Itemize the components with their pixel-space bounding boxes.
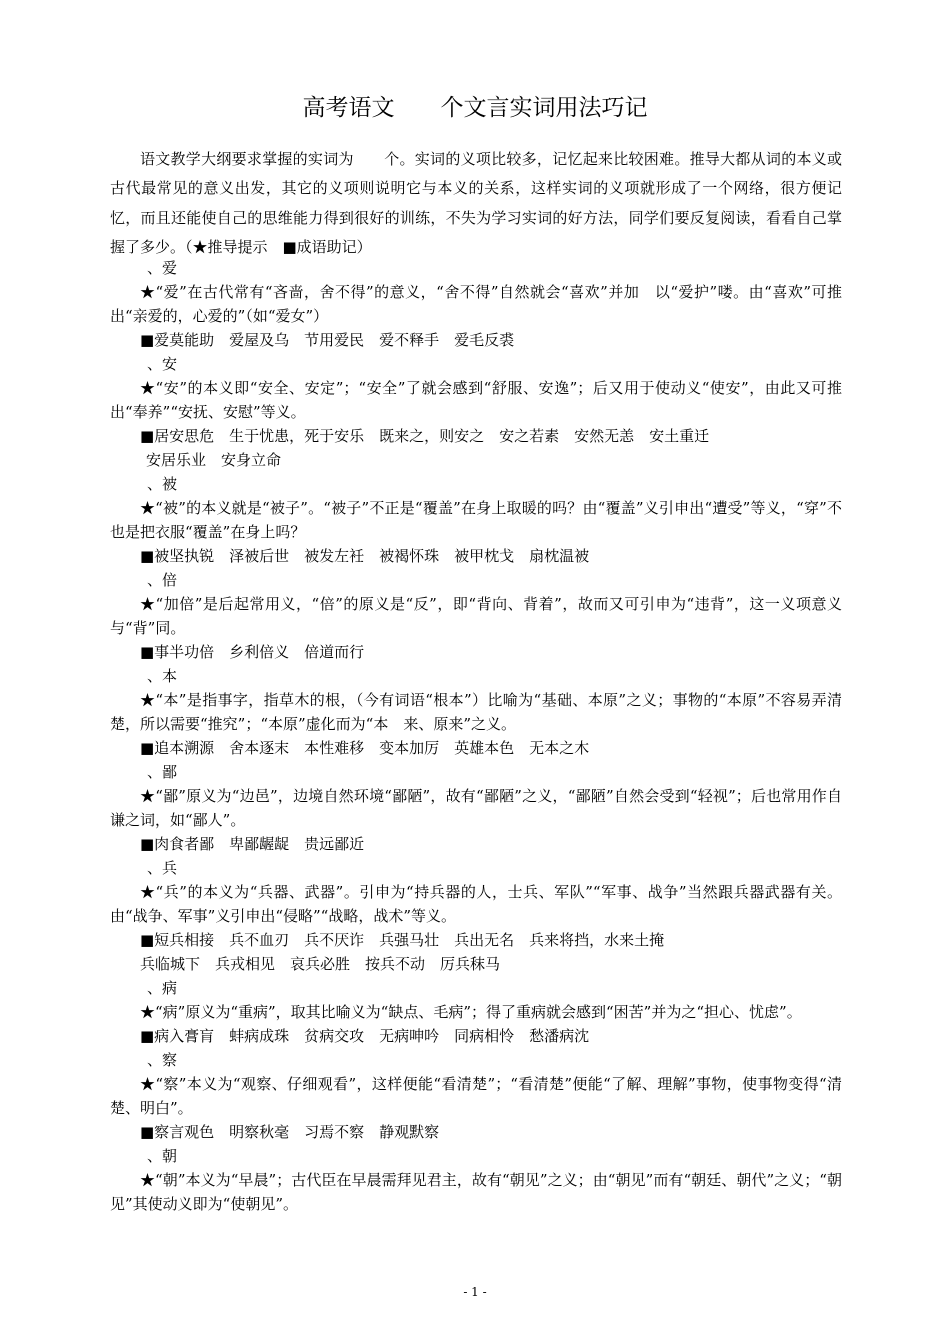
entry-idioms: ■病入膏肓 蚌病成珠 贫病交攻 无病呻吟 同病相怜 愁潘病沈 [140, 1027, 590, 1045]
entry-explanation: ★“察”本义为“观察、仔细观看”，这样便能“看清楚”；“看清楚”便能“了解、理解”事物，使事物变得“清楚、明白”。 [110, 1075, 842, 1117]
entry-heading: 、鄙 [147, 763, 178, 781]
entry-explanation: ★“被”的本义就是“被子”。“被子”不正是“覆盖”在身上取暖的吗？由“覆盖”义引申出“遭受”等义，“穿”不也是把衣服“覆盖”在身上吗？ [110, 499, 842, 541]
entry-list [110, 256, 842, 1216]
entry-ai [110, 256, 842, 352]
entry-idioms: ■被坚执锐 泽被后世 被发左衽 被褐怀珠 被甲枕戈 扇枕温被 [140, 547, 590, 565]
entry-heading: 、朝 [147, 1147, 178, 1165]
entry-heading: 、被 [147, 475, 178, 493]
page-title: 高考语文 个文言实词用法巧记 [302, 95, 648, 121]
entry-bi [110, 760, 842, 856]
entry-bei-quilt [110, 472, 842, 568]
entry-explanation: ★“鄙”原义为“边邑”，边境自然环境“鄙陋”，故有“鄙陋”之义，“鄙陋”自然会受到“轻视”；后也常用作自谦之词，如“鄙人”。 [110, 787, 842, 829]
entry-heading: 、安 [147, 355, 178, 373]
entry-heading: 、兵 [147, 859, 178, 877]
entry-bing-soldier [110, 856, 842, 976]
entry-heading: 、爱 [147, 259, 178, 277]
entry-heading: 、病 [147, 979, 178, 997]
intro-paragraph: 语文教学大纲要求掌握的实词为 个。实词的义项比较多，记忆起来比较困难。推导大都从词的本义或古代最常见的意义出发，其它的义项则说明它与本义的关系，这样实词的义项就形成了一个网络，很方便记忆，而且还能使自己的思维能力得到很好的训练，不失为学习实词的好方法，同学们要反复阅读，看看自己掌握了多少。（★推导提示 ■成语助记） [110, 150, 842, 257]
entry-bei-double [110, 568, 842, 664]
entry-bing-illness [110, 976, 842, 1048]
entry-idioms: ■事半功倍 乡利倍义 倍道而行 [140, 643, 365, 661]
entry-idioms: ■追本溯源 舍本逐末 本性难移 变本加厉 英雄本色 无本之木 [140, 739, 590, 757]
page-number: - 1 - [463, 1285, 487, 1299]
entry-an [110, 352, 842, 472]
entry-heading: 、察 [147, 1051, 178, 1069]
entry-idioms: ■察言观色 明察秋毫 习焉不察 静观默察 [140, 1123, 440, 1141]
entry-idioms: ■肉食者鄙 卑鄙龌龊 贵远鄙近 [140, 835, 365, 853]
entry-idioms: ■爱莫能助 爱屋及乌 节用爱民 爱不释手 爱毛反裘 [140, 331, 515, 349]
entry-explanation: ★“爱”在古代常有“吝啬，舍不得”的意义，“舍不得”自然就会“喜欢”并加 以“爱护”喽。由“喜欢”可推出“亲爱的，心爱的”（如“爱女”） [110, 283, 842, 325]
entry-explanation: ★“本”是指事字，指草木的根，（今有词语“根本”）比喻为“基础、本原”之义；事物的“本原”不容易弄清楚，所以需要“推究”；“本原”虚化而为“本 来、原来”之义。 [110, 691, 842, 733]
entry-heading: 、本 [147, 667, 178, 685]
entry-explanation: ★“朝”本义为“早晨”；古代臣在早晨需拜见君主，故有“朝见”之义；由“朝见”而有“朝廷、朝代”之义；“朝见”其使动义即为“使朝见”。 [110, 1171, 842, 1213]
entry-explanation: ★“兵”的本义为“兵器、武器”。引申为“持兵器的人，士兵、军队”“军事、战争”当然跟兵器武器有关。由“战争、军事”义引申出“侵略”“战略，战术”等义。 [110, 883, 842, 925]
entry-explanation: ★“安”的本义即“安全、安定”；“安全”了就会感到“舒服、安逸”；后又用于使动义“使安”，由此又可推出“奉养”“安抚、安慰”等义。 [110, 379, 842, 421]
entry-heading: 、倍 [147, 571, 178, 589]
entry-idioms: ■居安思危 生于忧患，死于安乐 既来之，则安之 安之若素 安然无恙 安土重迁 [140, 427, 710, 445]
entry-explanation: ★“病”原义为“重病”，取其比喻义为“缺点、毛病”；得了重病就会感到“困苦”并为之“担心、忧虑”。 [140, 1003, 802, 1021]
entry-idioms: ■短兵相接 兵不血刃 兵不厌诈 兵强马壮 兵出无名 兵来将挡，水来土掩 [140, 931, 665, 949]
entry-explanation: ★“加倍”是后起常用义，“倍”的原义是“反”，即“背向、背着”，故而又可引申为“违背”，这一义项意义与“背”同。 [110, 595, 842, 637]
entry-idioms-continued: 兵临城下 兵戎相见 哀兵必胜 按兵不动 厉兵秣马 [140, 955, 501, 973]
entry-idioms-continued: 安居乐业 安身立命 [146, 451, 282, 469]
entry-chao [110, 1144, 842, 1216]
entry-cha [110, 1048, 842, 1144]
entry-ben [110, 664, 842, 760]
